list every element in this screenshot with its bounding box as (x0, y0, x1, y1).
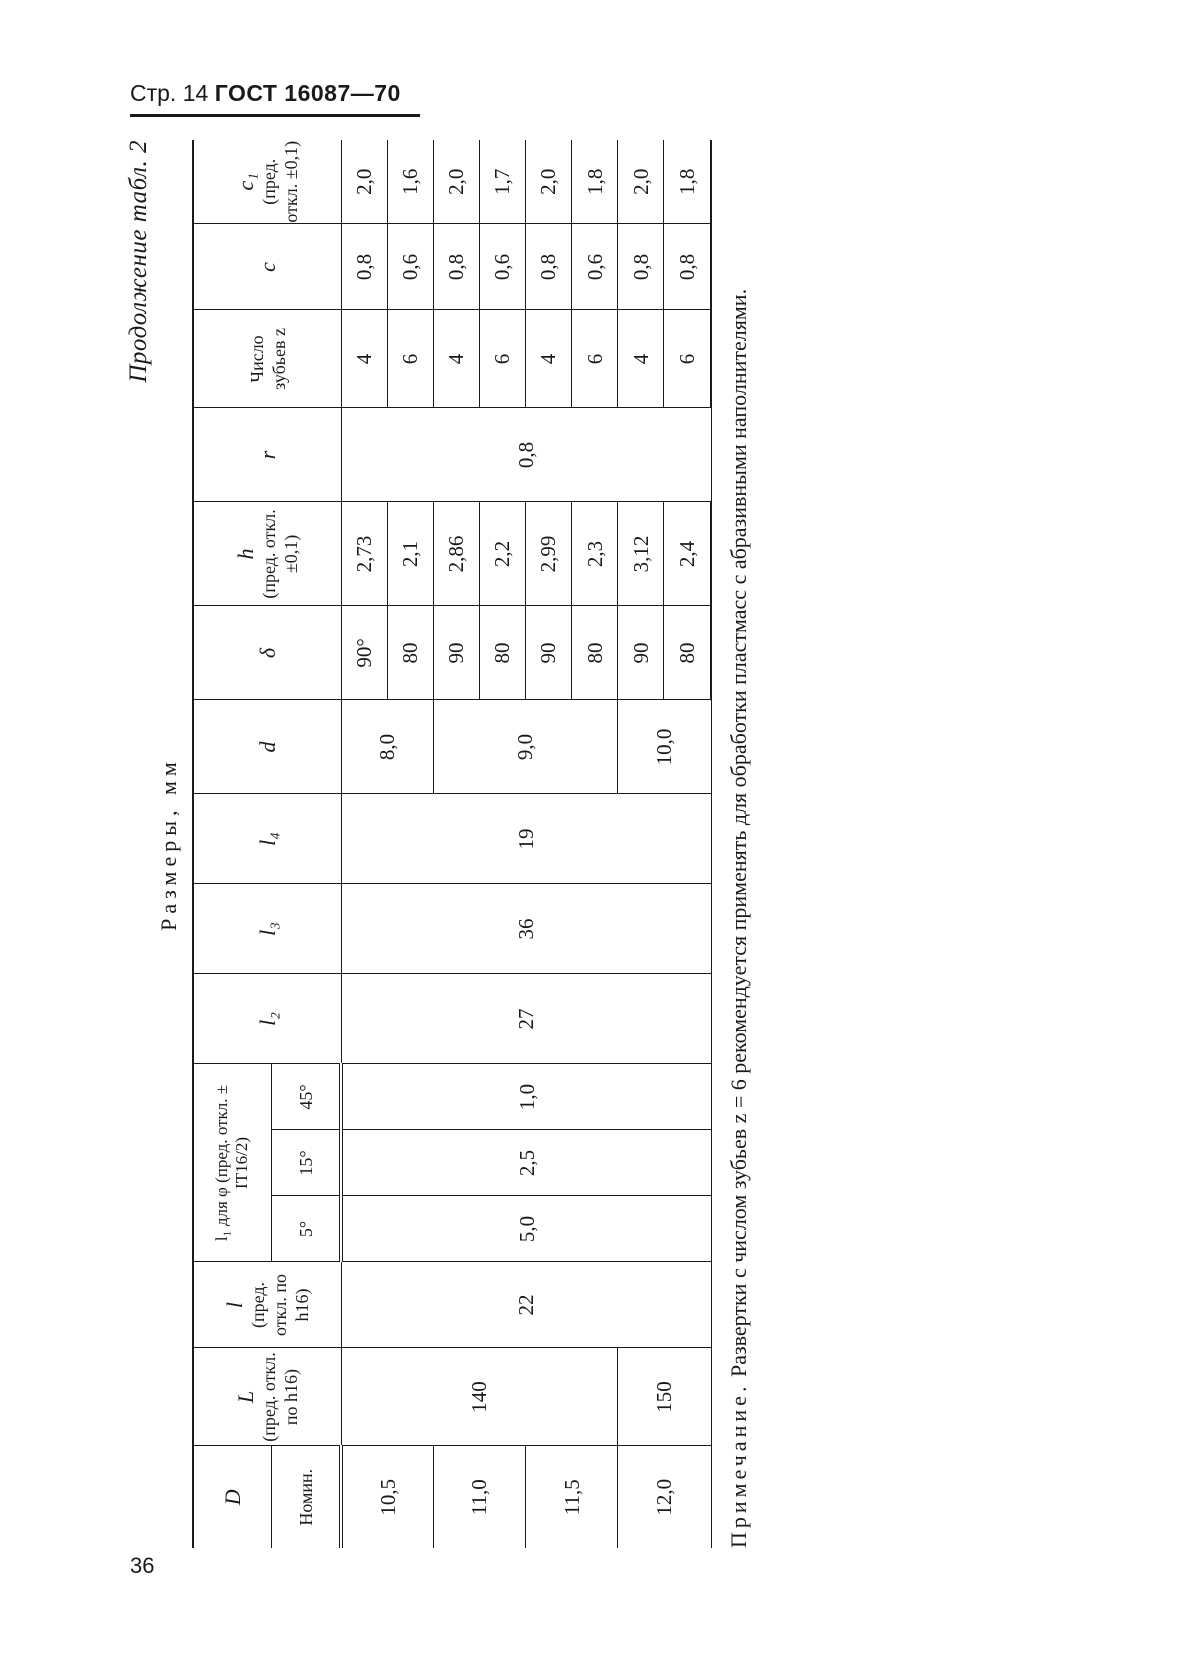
cell-L: 140 (341, 1348, 618, 1446)
cell-l: 22 (341, 1262, 711, 1348)
cell-D: 11,0 (433, 1446, 525, 1548)
col-h: h (пред. откл. ±0,1) (193, 502, 341, 606)
page-number: 36 (130, 1553, 155, 1578)
rotated-table-sheet (125, 140, 765, 1548)
cell-r: 0,8 (341, 408, 711, 502)
col-L: L (пред. откл. по h16) (193, 1348, 341, 1446)
col-l4: l₄ (193, 794, 341, 884)
table-note (723, 140, 755, 1548)
col-z: Число зубьев z (193, 310, 341, 408)
page-header (130, 80, 401, 107)
cell-c1: 1,8 (664, 140, 711, 224)
cell-h: 2,4 (664, 502, 711, 606)
cell-z: 4 (341, 310, 387, 408)
cell-L: 150 (618, 1348, 711, 1446)
units-title: Размеры, мм (156, 757, 181, 931)
cell-h: 2,3 (572, 502, 618, 606)
cell-h: 3,12 (618, 502, 664, 606)
col-c1: c₁ (пред. откл. ±0,1) (193, 140, 341, 224)
cell-z: 6 (387, 310, 433, 408)
cell-l1-5: 5,0 (341, 1196, 711, 1262)
cell-h: 2,86 (433, 502, 479, 606)
cell-c1: 2,0 (525, 140, 571, 224)
cell-z: 4 (433, 310, 479, 408)
cell-z: 6 (479, 310, 525, 408)
cell-c: 0,8 (618, 224, 664, 310)
cell-delta: 80 (572, 606, 618, 700)
cell-l1-45: 1,0 (341, 1064, 711, 1130)
cell-c: 0,8 (525, 224, 571, 310)
col-l: l (пред. откл. по h16) (193, 1262, 341, 1348)
note-label: Примечание. (726, 1382, 751, 1548)
col-D-nominal: Номин. (271, 1446, 341, 1548)
cell-c: 0,8 (341, 224, 387, 310)
cell-delta: 90 (618, 606, 664, 700)
header-rule (130, 114, 420, 117)
cell-z: 6 (664, 310, 711, 408)
cell-D: 11,5 (525, 1446, 617, 1548)
cell-d: 10,0 (618, 700, 711, 794)
cell-delta: 80 (479, 606, 525, 700)
col-delta: δ (193, 606, 341, 700)
col-l1-group: l₁ для φ (пред. откл. ± IT16/2) (193, 1064, 271, 1262)
cell-h: 2,99 (525, 502, 571, 606)
cell-h: 2,73 (341, 502, 387, 606)
cell-z: 4 (618, 310, 664, 408)
cell-c: 0,6 (572, 224, 618, 310)
cell-D: 10,5 (341, 1446, 433, 1548)
col-phi-5: 5° (271, 1196, 341, 1262)
col-d: d (193, 700, 341, 794)
col-phi-45: 45° (271, 1064, 341, 1130)
dimensions-table (192, 140, 712, 1548)
cell-D: 12,0 (618, 1446, 711, 1548)
continuation-caption: Продолжение табл. 2 (125, 140, 152, 383)
note-text: Развертки с числом зубьев z = 6 рекомендуется применять для обработки пластмасс с абразивными наполнителями. (726, 288, 751, 1378)
cell-c: 0,6 (387, 224, 433, 310)
col-l3: l₃ (193, 884, 341, 974)
col-D: D (193, 1446, 271, 1548)
col-l2: l₂ (193, 974, 341, 1064)
cell-z: 4 (525, 310, 571, 408)
cell-c1: 1,8 (572, 140, 618, 224)
cell-h: 2,2 (479, 502, 525, 606)
cell-l1-15: 2,5 (341, 1130, 711, 1196)
cell-c: 0,8 (664, 224, 711, 310)
cell-c1: 2,0 (433, 140, 479, 224)
cell-d: 9,0 (433, 700, 617, 794)
cell-l2: 27 (341, 974, 711, 1064)
cell-delta: 80 (664, 606, 711, 700)
cell-z: 6 (572, 310, 618, 408)
cell-delta: 90 (525, 606, 571, 700)
cell-c: 0,6 (479, 224, 525, 310)
col-r: r (193, 408, 341, 502)
cell-c1: 1,6 (387, 140, 433, 224)
header-standard: ГОСТ 16087—70 (214, 80, 401, 106)
table-row (341, 140, 387, 1548)
cell-delta: 90° (341, 606, 387, 700)
cell-c1: 2,0 (341, 140, 387, 224)
cell-c1: 1,7 (479, 140, 525, 224)
cell-delta: 80 (387, 606, 433, 700)
cell-l4: 19 (341, 794, 711, 884)
cell-l3: 36 (341, 884, 711, 974)
cell-c: 0,8 (433, 224, 479, 310)
cell-h: 2,1 (387, 502, 433, 606)
col-phi-15: 15° (271, 1130, 341, 1196)
cell-delta: 90 (433, 606, 479, 700)
cell-d: 8,0 (341, 700, 433, 794)
header-page-prefix: Стр. 14 (130, 80, 209, 106)
cell-c1: 2,0 (618, 140, 664, 224)
col-c: c (193, 224, 341, 310)
